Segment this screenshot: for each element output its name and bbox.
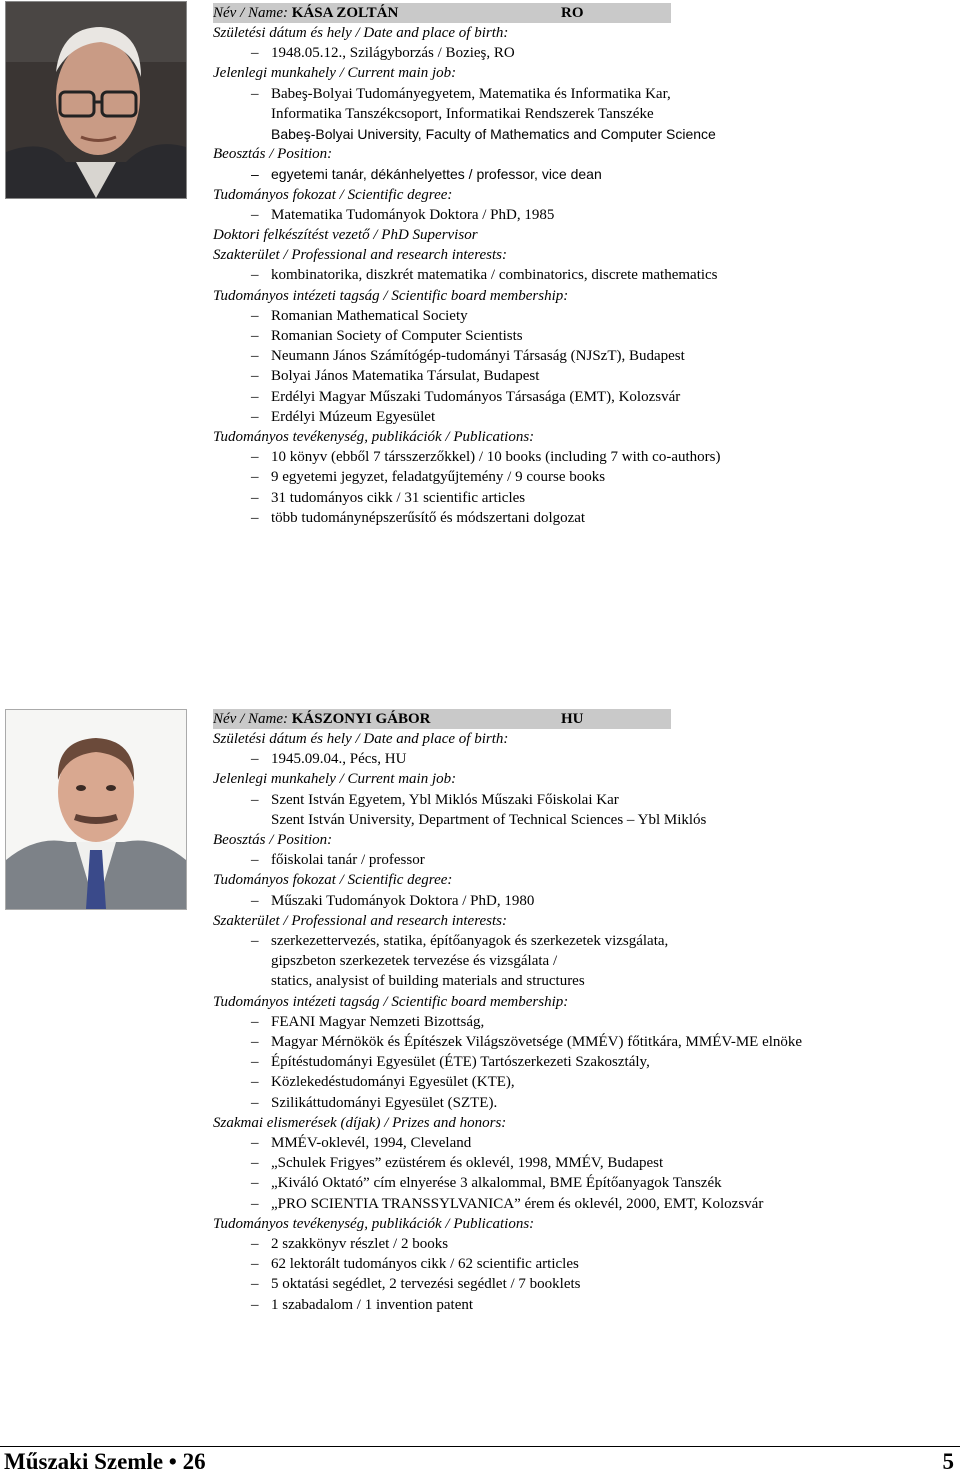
name-bar xyxy=(213,709,671,729)
prize-item: – „Kiváló Oktató” cím elnyerése 3 alkalommal, BME Építőanyagok Tanszék xyxy=(251,1175,722,1192)
prize-item: – MMÉV-oklevél, 1994, Cleveland xyxy=(251,1135,472,1152)
prizes-label: Szakmai elismerések (díjak) / Prizes and honors: xyxy=(213,1114,507,1131)
membership-item: – Romanian Society of Computer Scientists xyxy=(251,328,523,345)
membership-item: – Erdélyi Magyar Műszaki Tudományos Társasága (EMT), Kolozsvár xyxy=(251,388,681,405)
publication-item: – 9 egyetemi jegyzet, feladatgyűjtemény / 9 course books xyxy=(251,469,606,486)
interests-value: – szerkezettervezés, statika, építőanyagok és szerkezetek vizsgálata, xyxy=(251,933,669,950)
job-line: Szent István University, Department of Technical Sciences – Ybl Miklós xyxy=(271,811,707,828)
interests-value: gipszbeton szerkezetek tervezése és vizsgálata / xyxy=(271,953,558,970)
portrait-kaszonyi-image xyxy=(6,710,186,909)
publication-item: – 2 szakkönyv részlet / 2 books xyxy=(251,1236,449,1253)
membership-label: Tudományos intézeti tagság / Scientific board membership: xyxy=(213,993,569,1010)
degree-label: Tudományos fokozat / Scientific degree: xyxy=(213,186,453,203)
membership-item: – Erdélyi Múzeum Egyesület xyxy=(251,408,436,425)
footer-rule xyxy=(0,1446,960,1447)
person-name: KÁSZONYI GÁBOR xyxy=(291,711,431,727)
membership-item: – Építéstudományi Egyesület (ÉTE) Tartószerkezeti Szakosztály, xyxy=(251,1054,650,1071)
person-name: KÁSA ZOLTÁN xyxy=(291,5,399,21)
publication-item: – 62 lektorált tudományos cikk / 62 scientific articles xyxy=(251,1256,579,1273)
job-line: – Szent István Egyetem, Ybl Miklós Műszaki Főiskolai Kar xyxy=(251,791,619,808)
membership-item: – Közlekedéstudományi Egyesület (KTE), xyxy=(251,1074,515,1091)
job-line: Babeş-Bolyai University, Faculty of Mathematics and Computer Science xyxy=(271,126,716,143)
position-label: Beosztás / Position: xyxy=(213,832,333,849)
membership-item: – Romanian Mathematical Society xyxy=(251,307,468,324)
degree-label: Tudományos fokozat / Scientific degree: xyxy=(213,872,453,889)
interests-label: Szakterület / Professional and research interests: xyxy=(213,912,507,929)
publication-item: – több tudománynépszerűsítő és módszertani dolgozat xyxy=(251,509,586,526)
entry-kasa-zoltan xyxy=(213,3,953,528)
membership-item: – Szilikáttudományi Egyesület (SZTE). xyxy=(251,1094,498,1111)
job-label: Jelenlegi munkahely / Current main job: xyxy=(213,771,457,788)
birth-value: – 1948.05.12., Szilágyborzás / Bozieş, RO xyxy=(251,45,515,62)
name-label: Név / Name: xyxy=(213,711,292,727)
publication-item: – 5 oktatási segédlet, 2 tervezési segédlet / 7 booklets xyxy=(251,1276,581,1293)
page-number: 5 xyxy=(942,1449,954,1474)
publications-label: Tudományos tevékenység, publikációk / Publications: xyxy=(213,1215,535,1232)
entry-kaszonyi-gabor xyxy=(213,709,953,1315)
supervisor-label: Doktori felkészítést vezető / PhD Supervisor xyxy=(213,227,478,244)
interests-label: Szakterület / Professional and research interests: xyxy=(213,247,507,264)
job-label: Jelenlegi munkahely / Current main job: xyxy=(213,65,457,82)
page-footer xyxy=(0,1446,960,1478)
job-line: – Babeş-Bolyai Tudományegyetem, Matematika és Informatika Kar, xyxy=(251,85,671,102)
portrait-photo-kasa-zoltan xyxy=(5,1,187,199)
membership-label: Tudományos intézeti tagság / Scientific board membership: xyxy=(213,287,569,304)
publication-item: – 31 tudományos cikk / 31 scientific articles xyxy=(251,489,526,506)
interests-value: – kombinatorika, diszkrét matematika / combinatorics, discrete mathematics xyxy=(251,267,718,284)
position-label: Beosztás / Position: xyxy=(213,146,333,163)
publication-item: – 10 könyv (ebből 7 társszerzőkkel) / 10 books (including 7 with co-authors) xyxy=(251,449,721,466)
birth-label: Születési dátum és hely / Date and place of birth: xyxy=(213,731,509,747)
publication-item: – 1 szabadalom / 1 invention patent xyxy=(251,1296,474,1313)
interests-value: statics, analysist of building materials and structures xyxy=(271,973,585,990)
job-line: Informatika Tanszékcsoport, Informatikai Rendszerek Tanszéke xyxy=(271,105,654,122)
position-value: – egyetemi tanár, dékánhelyettes / professor, vice dean xyxy=(251,166,602,183)
publications-label: Tudományos tevékenység, publikációk / Publications: xyxy=(213,429,535,446)
journal-name: Műszaki Szemle • 26 xyxy=(4,1449,206,1474)
membership-item: – Bolyai János Matematika Társulat, Budapest xyxy=(251,368,540,385)
country-code: RO xyxy=(561,5,584,21)
name-label: Név / Name: xyxy=(213,5,292,21)
membership-item: – Neumann János Számítógép-tudományi Társaság (NJSzT), Budapest xyxy=(251,348,685,365)
membership-item: – Magyar Mérnökök és Építészek Világszövetsége (MMÉV) főtitkára, MMÉV-ME elnöke xyxy=(251,1034,803,1051)
name-bar xyxy=(213,3,671,23)
portrait-photo-kaszonyi-gabor xyxy=(5,709,187,910)
birth-label: Születési dátum és hely / Date and place of birth: xyxy=(213,25,509,41)
degree-value: – Műszaki Tudományok Doktora / PhD, 1980 xyxy=(251,892,535,909)
prize-item: – „PRO SCIENTIA TRANSSYLVANICA” érem és oklevél, 2000, EMT, Kolozsvár xyxy=(251,1195,764,1212)
position-value: – főiskolai tanár / professor xyxy=(251,852,425,869)
membership-item: – FEANI Magyar Nemzeti Bizottság, xyxy=(251,1013,485,1030)
prize-item: – „Schulek Frigyes” ezüstérem és oklevél, 1998, MMÉV, Budapest xyxy=(251,1155,664,1172)
portrait-kasa-image xyxy=(6,2,186,198)
degree-value: – Matematika Tudományok Doktora / PhD, 1985 xyxy=(251,206,555,223)
birth-value: – 1945.09.04., Pécs, HU xyxy=(251,751,407,768)
country-code: HU xyxy=(561,711,584,727)
